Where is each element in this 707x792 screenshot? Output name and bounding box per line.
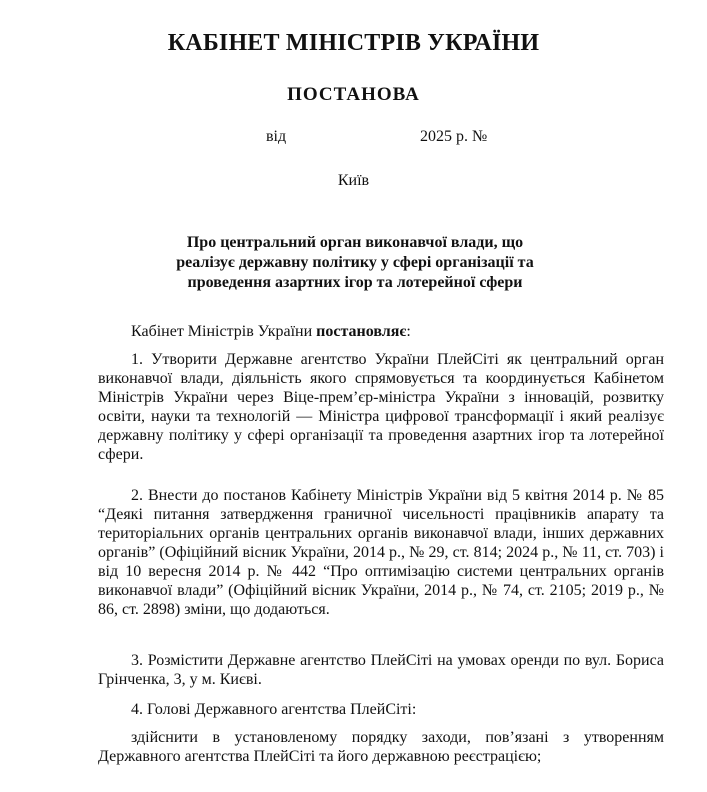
paragraph-4-subitem	[98, 728, 664, 766]
intro-colon: :	[406, 323, 411, 340]
heading-line-1: Про центральний орган виконавчої влади, що	[186, 234, 524, 251]
document-type: ПОСТАНОВА	[287, 84, 420, 105]
paragraph-2	[98, 486, 664, 619]
authority-title: КАБІНЕТ МІНІСТРІВ УКРАЇНИ	[167, 30, 540, 56]
paragraph-3	[98, 651, 664, 689]
heading-line-3: проведення азартних ігор та лотерейної сфери	[187, 274, 523, 291]
paragraph-3-text: 3. Розмістити Державне агентство ПлейСіті на умовах оренди по вул. Бориса Грінченка, 3, у м. Києві.	[98, 652, 664, 688]
intro-paragraph	[98, 322, 664, 341]
date-suffix: 2025 р. №	[420, 128, 488, 145]
paragraph-4-text: 4. Голові Державного агентства ПлейСіті:	[131, 701, 417, 718]
city-name: Київ	[337, 172, 370, 189]
paragraph-4-subitem-text: здійснити в установленому порядку заходи, пов’язані з утворенням Державного агентства ПлейСіті та його державною реєстрацією;	[98, 729, 664, 765]
paragraph-1	[98, 350, 664, 464]
intro-bold: постановляє	[316, 323, 407, 340]
paragraph-1-text: 1. Утворити Державне агентство України ПлейСіті як центральний орган виконавчої влади, діяльність якого спрямовується та координується Кабінетом Міністрів України через Віце-прем’єр-міністра України з інновацій, розвитку освіти, науки та технологій — Міністра цифрової трансформації і який реалізує державну політику у сфері організації та проведення азартних ігор та лотерейної сфери.	[98, 351, 664, 463]
date-prefix: від	[266, 128, 287, 145]
paragraph-2-text: 2. Внести до постанов Кабінету Міністрів України від 5 квітня 2014 р. № 85 “Деякі питання затвердження граничної чисельності працівників апарату та територіальних органів центральних органів виконавчої влади, інших державних органів” (Офіційний вісник України, 2014 р., № 29, ст. 814; 2024 р., № 11, ст. 703) і від 10 вересня 2014 р. № 442 “Про оптимізацію системи центральних органів виконавчої влади” (Офіційний вісник України, 2014 р., № 74, ст. 2105; 2019 р., № 86, ст. 2898) зміни, що додаються.	[98, 487, 664, 618]
resolution-heading	[140, 233, 570, 293]
heading-line-2: реалізує державну політику у сфері організації та	[176, 254, 534, 271]
intro-text: Кабінет Міністрів України	[131, 323, 317, 340]
paragraph-4	[98, 700, 664, 719]
